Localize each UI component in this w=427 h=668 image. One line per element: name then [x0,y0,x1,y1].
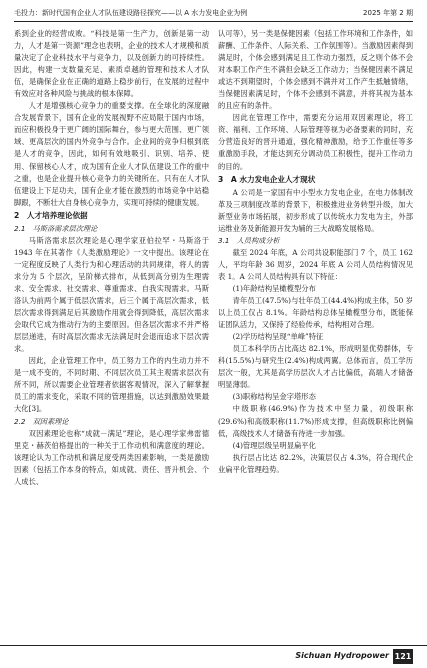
section-heading: 2.1 马斯洛需求层次理论 [14,223,98,233]
paragraph: 系到企业的经营成败。“科技是第一生产力，创新是第一动力，人才是第一资源”理念也表明，企业的技术人才规模和质量决定了企业科技水平与竞争力，以及创新力的可持续性。因此，构建一支数量充足、素质卓越的管理和技术人才队伍，是确保企业在正确的道路上稳步前行，在发展的过程中有效应对各种风险与挑战的根本保障。 [14,29,209,99]
paragraph: 双因素理论也称“成就－满足”理论，是心理学家弗雷德里克・赫茨伯格提出的一种关于工作动机和满意度的理论。该理论认为工作动机和满足度受两类因素影响，一类是激励因素（包括工作本身的特点，如成就、责任、晋升机会、个人成长、 [14,428,209,486]
section-heading: 2 人才培养理论依据 [14,210,88,220]
paragraph: 马斯洛需求层次理论是心理学家亚伯拉罕・马斯洛于 1943 年在其著作《人类激励理论》一文中提出。该理论在一定程度反映了人类行为和心理活动的共同规律，将人的需求分为 5 个层次，呈阶梯式排布，从低到高分别为生理需求、安全需求、社交需求、尊重需求、自我实现需求。马斯洛认为前两个属于低层次需求，后三个属于高层次需求，低层次需求得到满足后其激励作用就会得到降低，高层次需求会取代它成为推动行为的主要原因。但各层次需求不并严格层层递进，有时高层次需求无法满足时会退而追求下层次需求。 [14,235,209,354]
paragraph: 青年员工(47.5%)与壮年员工(44.4%)构成主体，50 岁以上员工仅占 8.1%。年龄结构总体呈橄榄型分布，既能保证团队活力，又保持了经验传承，结构相对合理。 [218,296,413,330]
header-rule [14,21,413,22]
paragraph: 执行层占比达 82.2%，决策层仅占 4.3%，符合现代企业扁平化管理趋势。 [218,452,413,474]
section-heading: 2.2 双因素理论 [14,416,69,426]
running-title: 毛投力：新时代国有企业人才队伍建设路径探究——以 A 水力发电企业为例 [14,9,248,17]
right-column [218,28,413,476]
section-heading: 3 A 水力发电企业人才现状 [218,174,316,184]
paragraph: 人才是增强核心竞争力的重要支撑。在全球化的深度融合发展背景下，国有企业的发展视野不应局限于国内市场，而应积极投身于更广阔的国际舞台，参与更大范围、更广领域、更高层次的国内外竞争与合作。企业间的竞争归根到底是人才的竞争，因此，如何有效地吸引、识别、培养、使用、保留核心人才，成为国有企业人才队伍建设工作的重中之重，也是企业提升核心竞争力的关键所在。只有在人才队伍建设上下足功夫，国有企业才能在激烈的市场竞争中站稳脚跟，不断壮大自身核心竞争力，实现可持续的健康发展。 [14,101,209,207]
paragraph: (1)年龄结构呈橄榄型分布 [232,283,316,293]
section-heading: 3.1 人员构成分析 [218,235,280,245]
paragraph: A 公司是一家国有中小型水力发电企业，在电力体制改革及三项制度改革的背景下，积极推进业务转型升级，加大新型业务市场拓展，初步形成了以传统水力发电为主，外部运维业务及新能源开发为辅的三大战略发展格局。 [218,187,413,233]
paragraph: 中级职称(46.9%)作为技术中坚力量，初级职称(29.6%)和高级职称(11.7%)形成支撑，但高级职称比例偏低，高级技术人才储备有待进一步加强。 [218,404,413,438]
page-number: 121 [393,649,413,664]
page-footer [0,645,427,668]
paragraph: 因此在管理工作中，需要充分运用双因素理论，将工资、福利、工作环境、人际管理等视为必备要素的同时，充分营造良好的晋升通道，强化精神激励，给予工作重任等多重激励手段，才能达到充分调动员工积极性，提升工作动力的目的。 [218,113,413,171]
paragraph: (4)管理层级呈明显扁平化 [232,440,316,450]
paragraph: 员工本科学历占比高达 82.1%，形成明显优势群体，专科(15.5%)与研究生(2.4%)构成两翼。总体而言，员工学历层次一般，尤其是高学历层次人才占比偏低，高端人才储备明显薄弱。 [218,344,413,390]
paragraph: (2)学历结构呈现“单峰”特征 [232,332,324,342]
paragraph: 认可等），另一类是保健因素（包括工作环境和工作条件，如薪酬、工作条件、人际关系、工作氛围等）。当激励因素得到满足时，个体会感到满足且工作动力强烈，反之则个体不会对本职工作产生不满但会缺乏工作动力；当保健因素不满足或达不到期望时，个体会感到不满并对工作产生抵触情绪，当保健因素满足时，个体不会感到不满意，并将其视为基本的且应有的条件。 [218,29,413,111]
paragraph: 截至 2024 年底，A 公司共设职能部门 7 个，员工 162 人，平均年龄 36 周岁，2024 年底 A 公司人员结构情况见表 1。A 公司人员结构具有以下特征： [218,247,413,281]
paragraph: (3)职称结构呈金字塔形态 [232,392,316,402]
paragraph: 因此，企业管理工作中，员工努力工作的内生动力并不是一成不变的，不同时期、不同层次员工其主观需求层次有所不同，所以需要企业管理者依据客观情况，深入了解掌握员工的需求变化，采取不同的管理措施，以达到激励效果最大化[3]。 [14,356,209,414]
running-header [14,6,413,20]
journal-name: Sichuan Hydropower [295,651,389,660]
left-column [14,28,209,488]
issue-label: 2025 年第 2 期 [363,9,413,17]
